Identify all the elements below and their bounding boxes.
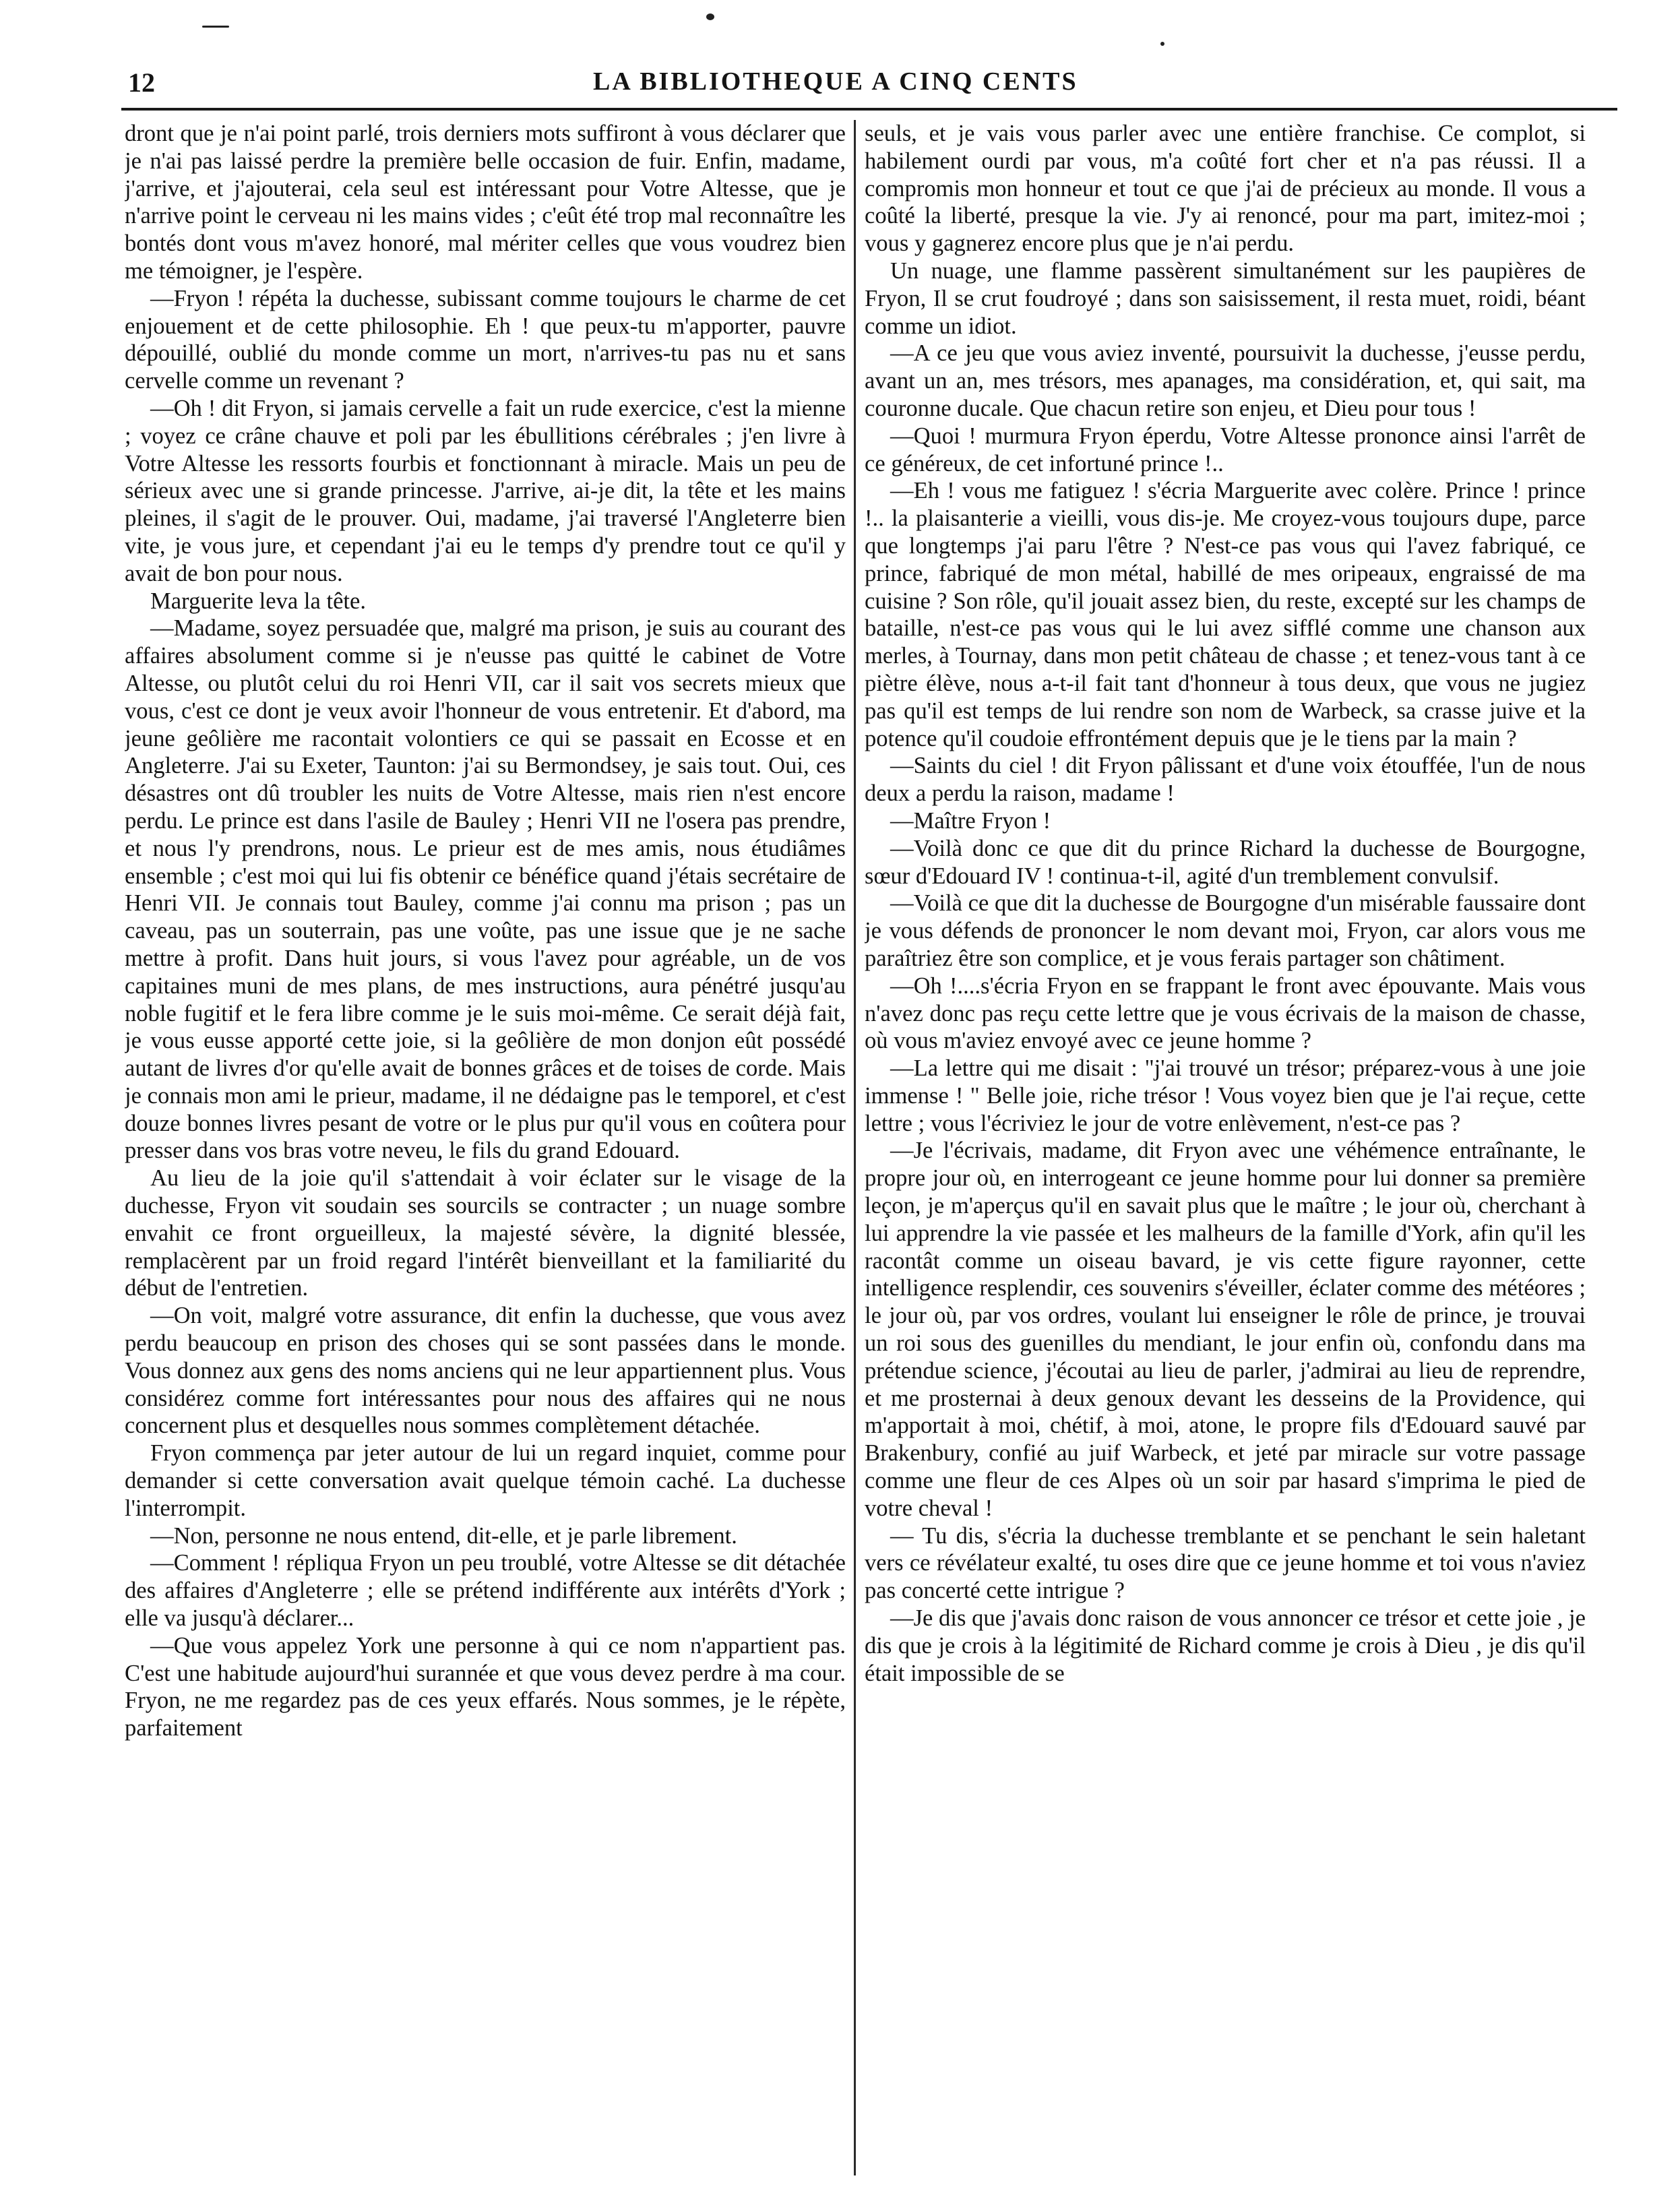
paragraph: —Non, personne ne nous entend, dit-elle, et je parle librement.: [150, 1522, 737, 1549]
paragraph: —On voit, malgré votre assurance, dit enfin la duchesse, que vous avez perdu beaucoup en prison des choses qui se sont passées dans le monde. Vous donnez aux gens des noms anciens qui ne leur appartiennent plus. Vous considérez comme fort intéressantes pour nous des affaires qui ne nous concernent plus et desquelles nous sommes complètement détachée.: [125, 1303, 846, 1439]
ink-speck: [706, 13, 714, 20]
paragraph: —Eh ! vous me fatiguez ! s'écria Marguerite avec colère. Prince ! prince !.. la plaisanterie a vieilli, vous dis-je. Me croyez-vous toujours dupe, parce que longtemps j'ai paru l'être ? N'est-ce pas vous qui l'avez fabriqué, ce prince, fabriqué de mon métal, habillé de mes oripeaux, engraissé de ma cuisine ? Son rôle, qu'il jouait assez bien, du reste, excepté sur les champs de bataille, n'est-ce pas vous qui le lui avez sifflé comme une chanson aux merles, à Tournay, dans mon petit château de chasse ; et tenez-vous tant à ce piètre élève, nous a-t-il fait tant d'honneur à tous deux, que vous ne jugiez pas qu'il est temps de lui rendre son nom de Warbeck, sa crasse juive et la potence qu'il coudoie effrontément depuis que je le tiens par la main ?: [865, 478, 1586, 751]
paragraph: —Je dis que j'avais donc raison de vous annoncer ce trésor et cette joie , je dis que je crois à la légitimité de Richard comme je crois à Dieu , je dis qu'il était impossible de se: [865, 1605, 1586, 1686]
paragraph: —Maître Fryon !: [890, 807, 1051, 834]
paragraph: — Tu dis, s'écria la duchesse tremblante et se penchant le sein haletant vers ce révélateur exalté, tu oses dire que ce jeune homme et toi vous n'aviez pas concerté cette intrigue ?: [865, 1522, 1586, 1604]
paragraph: —Comment ! répliqua Fryon un peu troublé, votre Altesse se dit détachée des affaires d'Angleterre ; elle se prétend indifférente aux intérêts d'York ; elle va jusqu'à déclarer...: [125, 1550, 846, 1632]
paragraph: —Je l'écrivais, madame, dit Fryon avec une véhémence entraînante, le propre jour où, en interrogeant ce jeune homme pour lui donner sa première leçon, je m'aperçus qu'il en savait plus que le maître ; le jour où, cherchant à lui apprendre la vie passée et les malheurs de la famille d'York, afin qu'il les racontât comme un oiseau bavard, je vis cette figure rayonner, cette intelligence resplendir, ces souvenirs s'éveiller, éclater comme des météores ; le jour où, par vos ordres, voulant lui enseigner le rôle de prince, je trouvai un roi sous des guenilles du mendiant, le jour enfin où, confondu dans ma prétendue science, j'écoutai au lieu de parler, j'admirai au lieu de reprendre, et me prosternai à deux genoux devant les desseins de la Providence, qui m'apportait à moi, chétif, à moi, atone, le propre fils d'Edouard sauvé par Brakenbury, confié au juif Warbeck, et jeté par miracle sur votre passage comme une fleur de ces Alpes où un soir par hasard s'imprima le pied de votre cheval !: [865, 1138, 1586, 1521]
running-title: LA BIBLIOTHEQUE A CINQ CENTS: [593, 67, 1078, 96]
paragraph: —Quoi ! murmura Fryon éperdu, Votre Altesse prononce ainsi l'arrêt de ce généreux, de cet infortuné prince !..: [865, 423, 1586, 476]
paragraph: —Saints du ciel ! dit Fryon pâlissant et d'une voix étouffée, l'un de nous deux a perdu la raison, madame !: [865, 753, 1586, 807]
page-header: [121, 64, 1617, 104]
paragraph: Un nuage, une flamme passèrent simultanément sur les paupières de Fryon, Il se crut foudroyé ; dans son saisissement, il resta muet, roidi, béant comme un idiot.: [865, 257, 1586, 339]
paragraph: —Oh ! dit Fryon, si jamais cervelle a fait un rude exercice, c'est la mienne ; voyez ce crâne chauve et poli par les ébullitions cérébrales ; j'en livre à Votre Altesse les ressorts fourbis et fonctionnant à miracle. Mais un peu de sérieux avec une si grande princesse. J'arrive, ai-je dit, la tête et les mains pleines, il s'agit de le prouver. Oui, madame, j'ai traversé l'Angleterre bien vite, je vous jure, et cependant j'ai eu le temps d'y prendre tout ce qu'il y avait de bon pour nous.: [125, 395, 846, 586]
paragraph: —Voilà ce que dit la duchesse de Bourgogne d'un misérable faussaire dont je vous défends de prononcer le nom devant moi, Fryon, car alors vous me paraîtriez être son complice, et je vous ferais partager son châtiment.: [865, 890, 1586, 971]
ink-speck: [1160, 42, 1164, 46]
paragraph: Marguerite leva la tête.: [150, 588, 367, 614]
paragraph: seuls, et je vais vous parler avec une entière franchise. Ce complot, si habilement ourdi par vous, m'a coûté fort cher et n'a pas réussi. Il a compromis mon honneur et tout ce que j'ai de précieux au monde. Il vous a coûté la liberté, presque la vie. J'y ai renoncé, pour ma part, imitez-moi ; vous y gagnerez encore plus que je n'ai perdu.: [865, 121, 1586, 257]
paragraph: —Oh !....s'écria Fryon en se frappant le front avec épouvante. Mais vous n'avez donc pas reçu cette lettre que je vous écrivais de la maison de chasse, où vous m'aviez envoyé avec ce jeune homme ?: [865, 972, 1586, 1054]
paragraph: —Fryon ! répéta la duchesse, subissant comme toujours le charme de cet enjouement et de cette philosophie. Eh ! que peux-tu m'apporter, pauvre dépouillé, oublié du monde comme un mort, n'arrives-tu pas nu et sans cervelle comme un revenant ?: [125, 285, 846, 394]
paragraph: —La lettre qui me disait : "j'ai trouvé un trésor; préparez-vous à une joie immense ! " Belle joie, riche trésor ! Vous voyez bien que je l'ai reçue, cette lettre ; vous l'écriviez le jour de votre enlèvement, n'est-ce pas ?: [865, 1055, 1586, 1136]
paragraph: —Que vous appelez York une personne à qui ce nom n'appartient pas. C'est une habitude aujourd'hui surannée et que vous devez perdre à ma cour. Fryon, ne me regardez pas de ces yeux effarés. Nous sommes, je le répète, parfaitement: [125, 1632, 846, 1741]
right-column: [865, 120, 1586, 2162]
column-divider: [854, 120, 856, 2175]
paragraph: —Madame, soyez persuadée que, malgré ma prison, je suis au courant des affaires absolument comme si je n'eusse pas quitté le cabinet de Votre Altesse, ou plutôt celui du roi Henri VII, car il sait vos secrets mieux que vous, c'est ce dont je veux avoir l'honneur de vous entretenir. Et d'abord, ma jeune geôlière me racontait volontiers ce qui se passait en Ecosse et en Angleterre. J'ai su Exeter, Taunton: j'ai su Bermondsey, je sais tout. Oui, ces désastres ont dû troubler les nuits de Votre Altesse, mais rien n'est encore perdu. Le prince est dans l'asile de Bauley ; Henri VII ne l'osera pas prendre, et nous l'y prendrons, nous. Le prieur est de mes amis, nous étudiâmes ensemble ; c'est moi qui lui fis obtenir ce bénéfice quand j'étais secrétaire de Henri VII. Je connais tout Bauley, comme j'ai connu ma prison ; pas un caveau, pas un souterrain, pas une voûte, pas une issue que je ne sache mettre à profit. Dans huit jours, si vous l'avez pour agréable, un de vos capitaines muni de mes plans, de mes instructions, aura pénétré jusqu'au noble fugitif et le fera libre comme je le suis moi-même. Ce serait déjà fait, je vous eusse apporté cette joie, si la geôlière de mon donjon eût possédé autant de livres d'or qu'elle avait de bonnes grâces et de toises de corde. Mais je connais mon ami le prieur, madame, il ne dédaigne pas le temporel, et c'est douze bonnes livres pesant de votre or le plus pur qu'il vous en coûtera pour presser dans vos bras votre neveu, le fils du grand Edouard.: [125, 615, 846, 1164]
paragraph: —A ce jeu que vous aviez inventé, poursuivit la duchesse, j'eusse perdu, avant un an, mes trésors, mes apanages, ma considération, et, qui sait, ma couronne ducale. Que chacun retire son enjeu, et Dieu pour tous !: [865, 340, 1586, 421]
paragraph: dront que je n'ai point parlé, trois derniers mots suffiront à vous déclarer que je n'ai pas laissé perdre la première belle occasion de fuir. Enfin, madame, j'arrive, et j'ajouterai, cela seul est intéressant pour Votre Altesse, que je n'arrive point le cerveau ni les mains vides ; c'eût été trop mal reconnaître les bontés dont vous m'avez honoré, mal mériter celles que vous voudrez bien me témoigner, je l'espère.: [125, 121, 846, 284]
ink-speck: [202, 26, 229, 28]
left-column: [125, 120, 846, 2162]
paragraph: —Voilà donc ce que dit du prince Richard la duchesse de Bourgogne, sœur d'Edouard IV ! continua-t-il, agité d'un tremblement convulsif.: [865, 835, 1586, 889]
page-number: 12: [128, 67, 155, 98]
paragraph: Au lieu de la joie qu'il s'attendait à voir éclater sur le visage de la duchesse, Fryon vit soudain ses sourcils se contracter ; un nuage sombre envahit ce front orgueilleux, la majesté sévère, la dignité blessée, remplacèrent par un froid regard l'intérêt bienveillant et la familiarité du début de l'entretien.: [125, 1165, 846, 1301]
paragraph: Fryon commença par jeter autour de lui un regard inquiet, comme pour demander si cette conversation avait quelque témoin caché. La duchesse l'interrompit.: [125, 1440, 846, 1521]
header-rule: [121, 108, 1617, 111]
